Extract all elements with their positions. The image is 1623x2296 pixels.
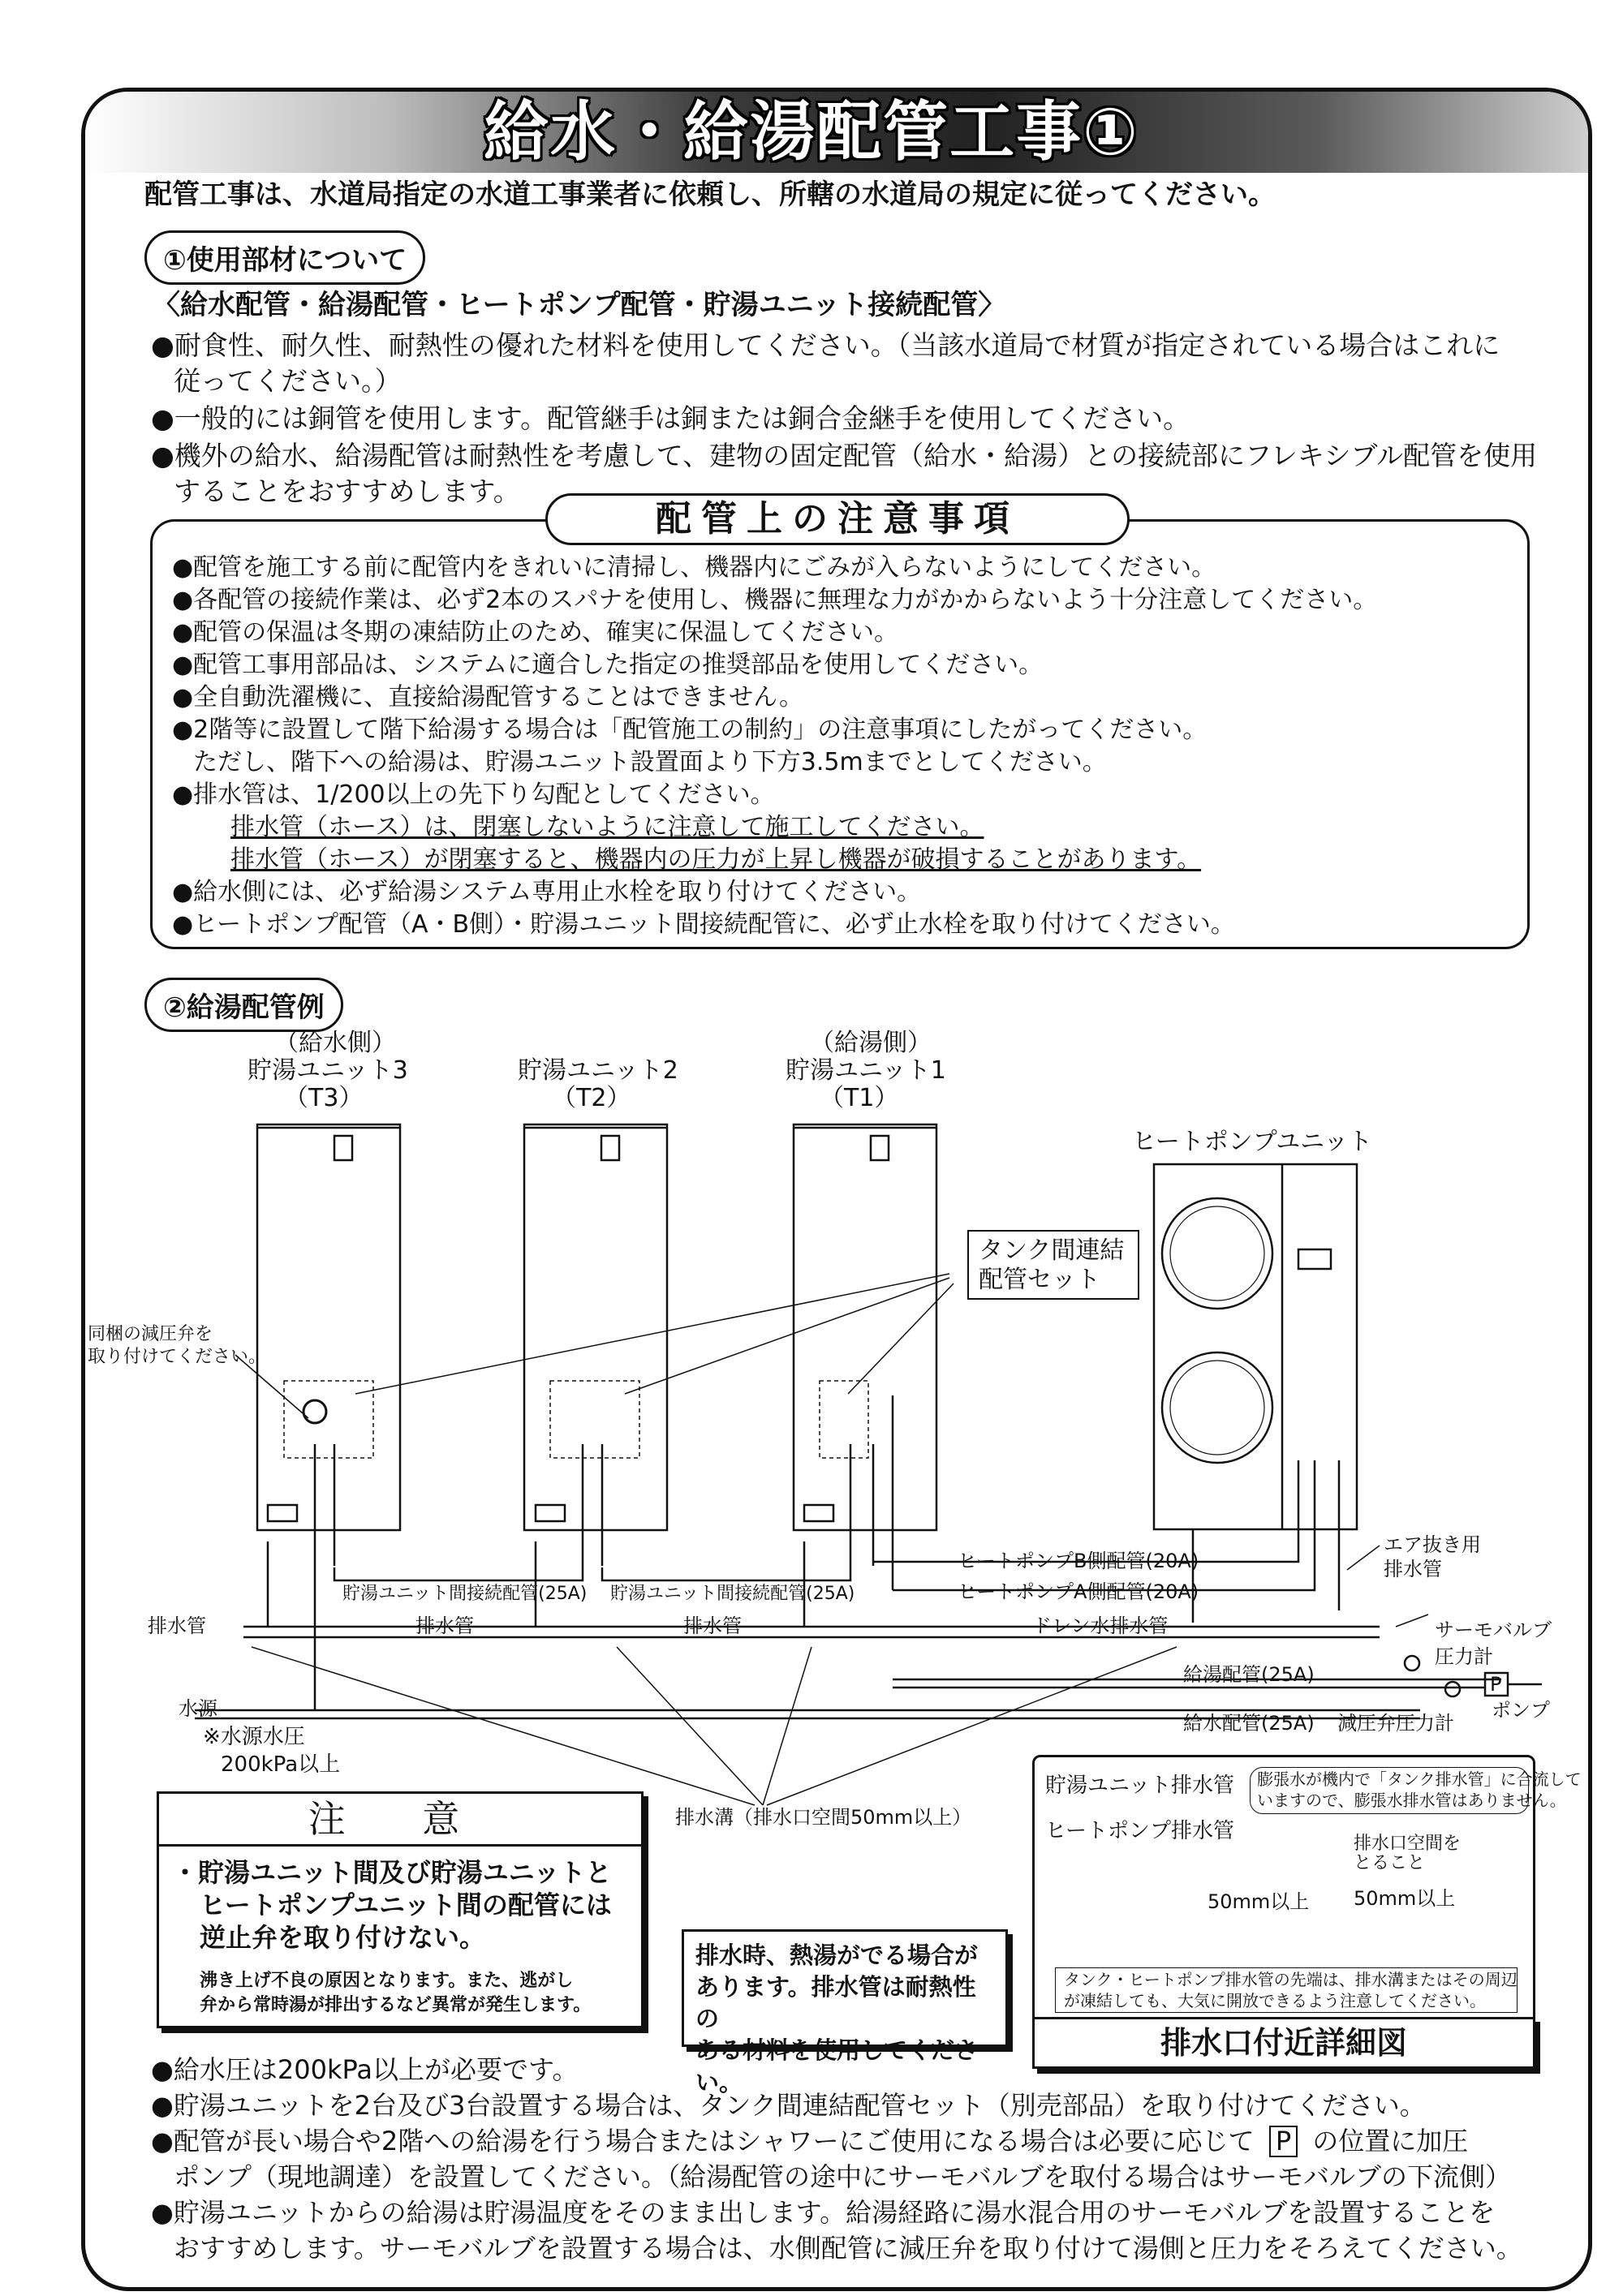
caution-item: ●配管工事用部品は、システムに適合した指定の推奨部品を使用してください。 [172,651,1044,679]
hp-drain-label: ヒートポンプ排水管 [1045,1819,1234,1843]
warning-note1: 沸き上げ不良の原因となります。また、逃がし [200,1971,574,1991]
footer-bullet3a [151,2126,1468,2157]
caution-item: ●給水側には、必ず給湯システム専用止水栓を取り付けてください。 [172,878,922,906]
footer-bullet3b-text: の位置に加圧 [1312,2126,1469,2156]
caution-item: ●ヒートポンプ配管（A・B側）・貯湯ユニット間接続配管に、必ず止水栓を取り付けてください。 [172,910,1235,939]
unit1-name-label: 貯湯ユニット1 [786,1056,946,1085]
footer-bullet4b: おすすめします。サーモバルブを設置する場合は、水側配管に減圧弁を取り付けて湯側と圧力をそろえてください。 [174,2233,1522,2264]
hot-drain-note [682,1929,1008,2096]
footer-bullet1: ●給水圧は200kPa以上が必要です。 [151,2054,579,2085]
tank-unit-3-body [257,1124,400,1530]
detail-note-box [1055,1967,1518,2013]
caution-item: ●配管を施工する前に配管内をきれいに清掃し、機器内にごみが入らないようにしてください。 [172,553,1216,582]
pump-mark: P [1490,1673,1502,1696]
dim-label-1: 50mm以上 [1208,1890,1310,1913]
unit1-code-label: （T1） [820,1084,899,1112]
footer-bullet3c: ポンプ（現地調達）を設置してください。（給湯配管の途中にサーモバルブを取付る場合はサーモバルブの下流側） [174,2161,1512,2192]
air-vent-label-a: エア抜き用 [1384,1533,1481,1556]
drain-ditch-label: 排水溝（排水口空間50mm以上） [675,1806,972,1829]
pump-position-mark: P [1269,2126,1298,2157]
pressure-gauge-label-1: 圧力計 [1435,1645,1493,1668]
section1-subheading: 〈給水配管・給湯配管・ヒートポンプ配管・貯湯ユニット接続配管〉 [153,289,1006,321]
heatpump-unit-body [1154,1164,1357,1529]
thermo-valve-label: サーモバルブ [1435,1619,1552,1641]
pressure-gauge-label-2: 圧力計 [1396,1712,1454,1735]
pump-label: ポンプ [1492,1699,1550,1722]
hot-supply-label: 給湯配管(25A) [1183,1663,1315,1686]
section1-heading: ①使用部材について [144,230,425,285]
caution-item: ●各配管の接続作業は、必ず2本のスパナを使用し、機器に無理な力がかからないよう十分注意してください。 [172,586,1378,614]
drain-pipe-label-1: 排水管 [148,1615,206,1637]
tank-drain-label: 貯湯ユニット排水管 [1045,1774,1234,1798]
water-pressure-label-b: 200kPa以上 [221,1752,341,1777]
section1-bullet2: ●一般的には銅管を使用します。配管継手は銅または銅合金継手を使用してください。 [151,402,1190,434]
hp-a-label: ヒートポンプA側配管(20A) [958,1580,1199,1603]
section1-bullet1b: 従ってください。） [174,365,402,397]
unit3-code-label: （T3） [284,1084,364,1112]
tank-unit-2-body [524,1124,667,1530]
detail-note2: が凍結しても、大気に開放できるよう注意してください。 [1064,1991,1486,2010]
caution-item: 排水管（ホース）は、閉塞しないように注意して施工してください。 [230,813,984,841]
warning-line3: 逆止弁を取り付けない。 [200,1922,486,1953]
unit2-code-label: （T2） [552,1084,631,1112]
space-label-b: とること [1354,1853,1426,1873]
hp-b-label: ヒートポンプB側配管(20A) [958,1550,1199,1572]
unit1-side-label: （給湯側） [810,1029,932,1057]
section1-bullet1a: ●耐食性、耐久性、耐熱性の優れた材料を使用してください。（当該水道局で材質が指定されている場合はこれに [151,329,1500,361]
hot-drain-line1: 排水時、熱湯がでる場合が [695,1941,979,1969]
tank-link-label-b: 配管セット [979,1266,1100,1294]
warning-line2: ヒートポンプユニット間の配管には [200,1890,612,1920]
tank-link-callout [967,1230,1139,1300]
footer-bullet3a-text: ●配管が長い場合や2階への給湯を行う場合またはシャワーにご使用になる場合は必要に応じて [151,2126,1255,2156]
detail-title: 排水口付近詳細図 [1032,2017,1535,2069]
unit3-side-label: （給水側） [274,1029,396,1057]
footer-bullet4a: ●貯湯ユニットからの給湯は貯湯温度をそのまま出します。給湯経路に湯水混合用のサーモバルブを設置することを [151,2197,1496,2228]
dim-label-2: 50mm以上 [1354,1887,1456,1910]
warning-heading: 注 意 [159,1794,641,1847]
reducer-note-a: 同梱の減圧弁を [88,1324,213,1344]
warning-line1: ・貯湯ユニット間及び貯湯ユニットと [172,1857,612,1888]
unit3-name-label: 貯湯ユニット3 [248,1056,408,1085]
drain-water-label: ドレン水排水管 [1032,1615,1169,1637]
caution-item: ●全自動洗濯機に、直接給湯配管することはできません。 [172,683,803,712]
page-title: 給水・給湯配管工事① [484,94,1139,170]
caution-item: ●配管の保温は冬期の凍結防止のため、確実に保温してください。 [172,618,898,647]
tank-link-label-a: タンク間連結 [979,1236,1125,1265]
section2-heading: ②給湯配管例 [144,978,343,1032]
water-pressure-label-a: ※水源水圧 [203,1725,305,1749]
hot-drain-line2: あります。排水管は耐熱性の [695,1973,976,2033]
warning-note2: 弁から常時湯が排出するなど異常が発生します。 [200,1995,592,2015]
intro-text: 配管工事は、水道局指定の水道工事業者に依頼し、所轄の水道局の規定に従ってください。 [144,178,1276,211]
section1-bullet3a: ●機外の給水、給湯配管は耐熱性を考慮して、建物の固定配管（給水・給湯）との接続部にフレキシブル配管を使用 [151,440,1538,471]
hot-drain-line3: ある材料を使用してください。 [695,2036,979,2096]
tank-drain-note1: 膨張水が機内で「タンク排水管」に合流して [1257,1769,1582,1789]
tank-unit-1-body [794,1124,936,1530]
heatpump-label: ヒートポンプユニット [1132,1128,1373,1156]
warning-box [157,1791,644,2028]
cold-supply-label: 給水配管(25A) [1183,1712,1315,1735]
water-source-label: 水源 [179,1697,217,1720]
drain-pipe-label-3: 排水管 [683,1615,742,1637]
section1-bullet3b: することをおすすめします。 [174,475,520,507]
reducer-valve-label: 減圧弁 [1337,1712,1396,1735]
connection-pipe-label-2: 貯湯ユニット間接続配管(25A) [610,1584,855,1604]
unit2-name-label: 貯湯ユニット2 [518,1056,678,1085]
caution-item: 排水管（ホース）が閉塞すると、機器内の圧力が上昇し機器が破損することがあります。 [230,845,1202,874]
tank-drain-note-box [1250,1767,1582,1814]
air-vent-label-b: 排水管 [1384,1558,1442,1580]
caution-item: ●2階等に設置して階下給湯する場合は「配管施工の制約」の注意事項にしたがってください。 [172,716,1208,744]
space-label-a: 排水口空間を [1354,1834,1462,1854]
caution-item: ●排水管は、1/200以上の先下り勾配としてください。 [172,780,775,809]
caution-heading: 配管上の注意事項 [545,493,1130,545]
footer-bullet2: ●貯湯ユニットを2台及び3台設置する場合は、タンク間連結配管セット（別売部品）を取り付けてください。 [151,2090,1426,2121]
caution-item: ただし、階下への給湯は、貯湯ユニット設置面より下方3.5mまでとしてください。 [193,748,1107,776]
detail-note1: タンク・ヒートポンプ排水管の先端は、排水溝またはその周辺 [1064,1970,1518,1989]
tank-drain-note2: いますので、膨張水排水管はありません。 [1257,1791,1566,1810]
connection-pipe-label-1: 貯湯ユニット間接続配管(25A) [342,1584,588,1604]
drain-pipe-label-2: 排水管 [415,1615,474,1637]
reducer-note-b: 取り付けてください。 [88,1347,267,1367]
